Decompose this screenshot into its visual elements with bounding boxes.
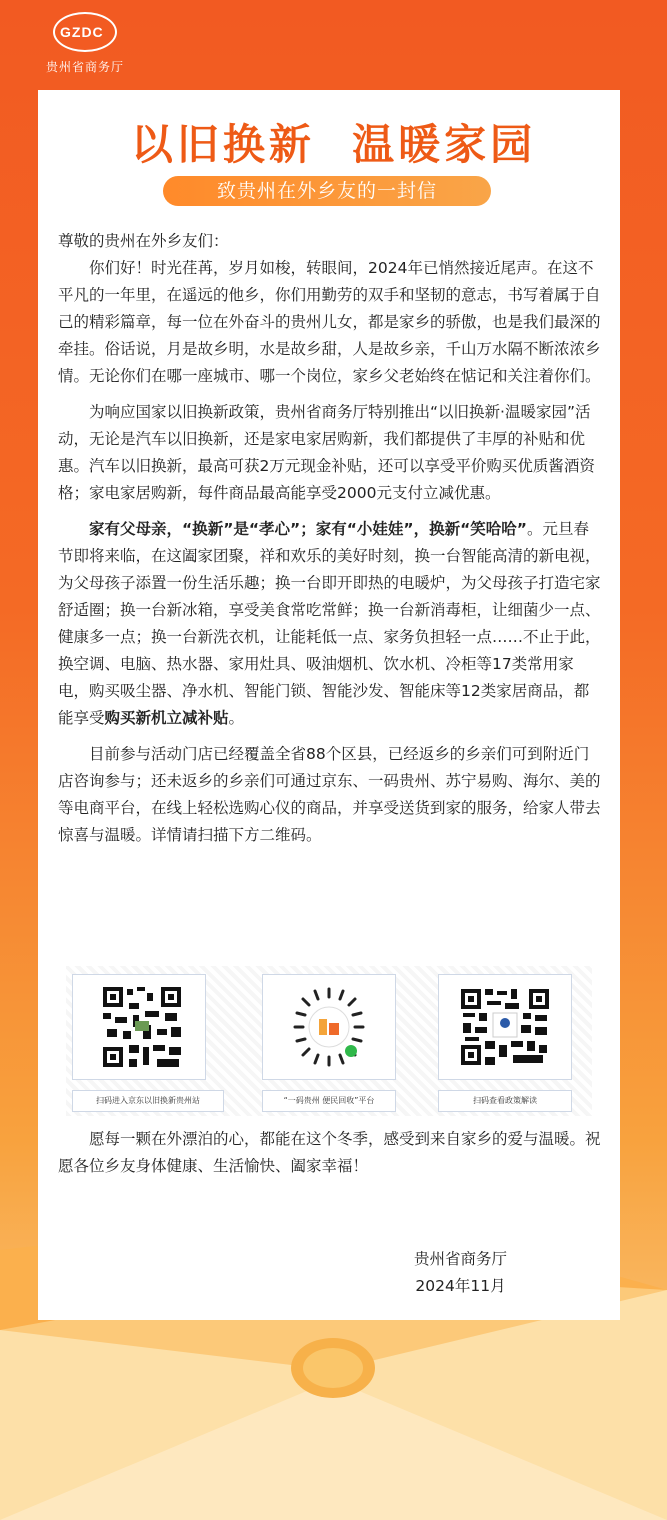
- qr-code-yimaguizhou[interactable]: [262, 974, 396, 1080]
- qr-code-jd[interactable]: [72, 974, 206, 1080]
- paragraph-2: 为响应国家以旧换新政策，贵州省商务厅特别推出“以旧换新·温暖家园”活动，无论是汽车以旧换新，还是家电家居购新，我们都提供了丰厚的补贴和优惠。汽车以旧换新，最高可获2万元现金补贴，还可以享受平价购买优质酱酒资格；家电家居购新，每件商品最高能享受2000元支付立减优惠。: [58, 403, 595, 502]
- brand-logo: [46, 10, 140, 80]
- paragraph-3-end: 。: [228, 709, 245, 727]
- mini-program-code-icon: [263, 975, 395, 1079]
- paragraph-3-highlight-2: 购买新机立减补贴: [104, 709, 229, 727]
- qr-caption-policy: 扫码查看政策解读: [438, 1090, 572, 1112]
- letter-body: [58, 228, 604, 849]
- paragraph-4: 目前参与活动门店已经覆盖全省88个区县，已经返乡的乡亲们可到附近门店咨询参与；还未返乡的乡亲们可通过京东、一码贵州、苏宁易购、海尔、美的等电商平台，在线上轻松选购心仪的商品，并享受送货到家的服务，给家人带去惊喜与温暖。详情请扫描下方二维码。: [58, 745, 601, 844]
- qr-code-policy[interactable]: [438, 974, 572, 1080]
- page-title: 以旧换新 温暖家园: [130, 120, 537, 169]
- paragraph-3-highlight: 家有父母亲，“换新”是“孝心”；家有“小娃娃”，换新“笑哈哈”: [89, 520, 527, 538]
- paragraph-3: [58, 516, 604, 732]
- qr-caption-yimaguizhou: “一码贵州 便民回收”平台: [262, 1090, 396, 1112]
- qr-caption-jd: 扫码进入京东以旧换新贵州站: [72, 1090, 224, 1112]
- signature-org: 贵州省商务厅: [414, 1250, 508, 1268]
- letter-greeting: 尊敬的贵州在外乡友们：: [58, 232, 229, 250]
- signature: [414, 1246, 507, 1300]
- qr-code-icon: [439, 975, 571, 1079]
- paragraph-3-text: 。元旦春节即将来临，在这阖家团聚，祥和欢乐的美好时刻，换一台智能高清的新电视，为父母孩子添置一份生活乐趣；换一台即开即热的电暖炉，为父母孩子打造宅家舒适圈；换一台新冰箱，享受美食常吃常鲜；换一台新消毒柜，让细菌少一点、健康多一点；换一台新洗衣机，让能耗低一点、家务负担轻一点……不止于此，换空调、电脑、热水器、家用灶具、吸油烟机、饮水机、冷柜等17类常用家电，购买吸尘器、净水机、智能门锁、智能沙发、智能床等12类家居商品，都能享受: [58, 520, 601, 727]
- signature-date: 2024年11月: [415, 1277, 506, 1295]
- org-name: 贵州省商务厅: [46, 60, 125, 74]
- paragraph-1: 你们好！时光荏苒，岁月如梭，转眼间，2024年已悄然接近尾声。在这不平凡的一年里，在遥远的他乡，你们用勤劳的双手和坚韧的意志，书写着属于自己的精彩篇章，每一位在外奋斗的贵州儿女，都是家乡的骄傲，也是我们最深的牵挂。俗话说，月是故乡明，水是故乡甜，人是故乡亲，千山万水隔不断浓浓乡情。无论你们在哪一座城市、哪一个岗位，家乡父老始终在惦记和关注着你们。: [58, 259, 601, 385]
- logo-text: GZDC: [60, 24, 104, 40]
- qr-code-section: [66, 966, 592, 1116]
- qr-code-icon: [73, 975, 205, 1079]
- subtitle-banner: 致贵州在外乡友的一封信: [163, 176, 491, 206]
- closing-section: [58, 1126, 604, 1180]
- closing-paragraph: 愿每一颗在外漂泊的心，都能在这个冬季，感受到来自家乡的爱与温暖。祝愿各位乡友身体健康、生活愉快、阖家幸福！: [58, 1130, 601, 1175]
